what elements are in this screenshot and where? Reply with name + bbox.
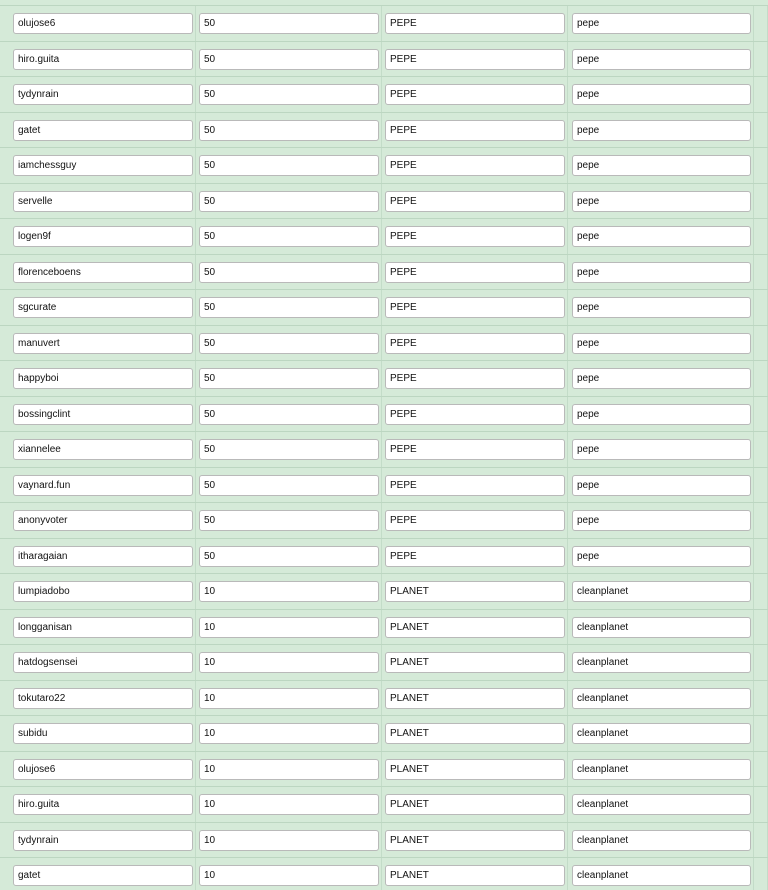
table-row [0, 502, 768, 538]
table-row [0, 431, 768, 467]
username-field[interactable]: anonyvoter [13, 510, 193, 531]
amount-field[interactable]: 50 [199, 546, 379, 567]
amount-field[interactable]: 50 [199, 333, 379, 354]
username-field[interactable]: hatdogsensei [13, 652, 193, 673]
token-field[interactable]: PEPE [385, 120, 565, 141]
memo-field[interactable]: pepe [572, 475, 751, 496]
amount-field[interactable]: 10 [199, 759, 379, 780]
token-field[interactable]: PLANET [385, 581, 565, 602]
amount-field[interactable]: 50 [199, 262, 379, 283]
token-field[interactable]: PEPE [385, 510, 565, 531]
amount-field[interactable]: 50 [199, 120, 379, 141]
amount-field[interactable]: 10 [199, 723, 379, 744]
token-field[interactable]: PLANET [385, 652, 565, 673]
username-field[interactable]: vaynard.fun [13, 475, 193, 496]
amount-field[interactable]: 10 [199, 688, 379, 709]
memo-field[interactable]: cleanplanet [572, 830, 751, 851]
username-field[interactable]: lumpiadobo [13, 581, 193, 602]
token-field[interactable]: PLANET [385, 723, 565, 744]
table-row [0, 360, 768, 396]
token-field[interactable]: PEPE [385, 333, 565, 354]
token-field[interactable]: PLANET [385, 794, 565, 815]
username-field[interactable]: xiannelee [13, 439, 193, 460]
amount-field[interactable]: 50 [199, 13, 379, 34]
memo-field[interactable]: pepe [572, 297, 751, 318]
amount-field[interactable]: 50 [199, 404, 379, 425]
memo-field[interactable]: pepe [572, 120, 751, 141]
amount-field[interactable]: 10 [199, 865, 379, 886]
memo-field[interactable]: pepe [572, 510, 751, 531]
amount-field[interactable]: 50 [199, 297, 379, 318]
memo-field[interactable]: cleanplanet [572, 794, 751, 815]
token-field[interactable]: PEPE [385, 368, 565, 389]
table-row [0, 76, 768, 112]
table-row [0, 183, 768, 219]
table-row [0, 715, 768, 751]
memo-field[interactable]: pepe [572, 333, 751, 354]
username-field[interactable]: gatet [13, 865, 193, 886]
username-field[interactable]: olujose6 [13, 759, 193, 780]
table-row [0, 467, 768, 503]
memo-field[interactable]: pepe [572, 368, 751, 389]
username-field[interactable]: gatet [13, 120, 193, 141]
amount-field[interactable]: 10 [199, 830, 379, 851]
memo-field[interactable]: pepe [572, 262, 751, 283]
table-row [0, 680, 768, 716]
username-field[interactable]: servelle [13, 191, 193, 212]
table-row [0, 41, 768, 77]
amount-field[interactable]: 50 [199, 226, 379, 247]
username-field[interactable]: subidu [13, 723, 193, 744]
token-field[interactable]: PEPE [385, 297, 565, 318]
table-row [0, 857, 768, 890]
memo-field[interactable]: pepe [572, 49, 751, 70]
amount-field[interactable]: 50 [199, 49, 379, 70]
token-field[interactable]: PLANET [385, 617, 565, 638]
token-field[interactable]: PEPE [385, 262, 565, 283]
username-field[interactable]: manuvert [13, 333, 193, 354]
table-row [0, 644, 768, 680]
amount-field[interactable]: 10 [199, 581, 379, 602]
username-field[interactable]: tokutaro22 [13, 688, 193, 709]
username-field[interactable]: logen9f [13, 226, 193, 247]
token-field[interactable]: PEPE [385, 226, 565, 247]
memo-field[interactable]: pepe [572, 13, 751, 34]
amount-field[interactable]: 50 [199, 439, 379, 460]
memo-field[interactable]: pepe [572, 226, 751, 247]
token-field[interactable]: PEPE [385, 439, 565, 460]
amount-field[interactable]: 50 [199, 475, 379, 496]
memo-field[interactable]: pepe [572, 546, 751, 567]
amount-field[interactable]: 50 [199, 191, 379, 212]
memo-field[interactable]: pepe [572, 84, 751, 105]
username-field[interactable]: hiro.guita [13, 49, 193, 70]
table-row [0, 822, 768, 858]
table-row [0, 147, 768, 183]
username-field[interactable]: tydynrain [13, 830, 193, 851]
amount-field[interactable]: 50 [199, 84, 379, 105]
memo-field[interactable]: pepe [572, 191, 751, 212]
table-row [0, 751, 768, 787]
username-field[interactable]: happyboi [13, 368, 193, 389]
token-field[interactable]: PLANET [385, 865, 565, 886]
username-field[interactable]: tydynrain [13, 84, 193, 105]
token-field[interactable]: PEPE [385, 404, 565, 425]
amount-field[interactable]: 10 [199, 794, 379, 815]
token-field[interactable]: PLANET [385, 688, 565, 709]
token-field[interactable]: PEPE [385, 475, 565, 496]
username-field[interactable]: iamchessguy [13, 155, 193, 176]
memo-field[interactable]: cleanplanet [572, 723, 751, 744]
amount-field[interactable]: 10 [199, 617, 379, 638]
table-row [0, 609, 768, 645]
table-row [0, 5, 768, 41]
token-field[interactable]: PEPE [385, 546, 565, 567]
table-row [0, 112, 768, 148]
token-field[interactable]: PLANET [385, 830, 565, 851]
username-field[interactable]: itharagaian [13, 546, 193, 567]
token-field[interactable]: PEPE [385, 84, 565, 105]
table-row [0, 786, 768, 822]
token-field[interactable]: PLANET [385, 759, 565, 780]
memo-field[interactable]: cleanplanet [572, 759, 751, 780]
username-field[interactable]: longganisan [13, 617, 193, 638]
token-field[interactable]: PEPE [385, 49, 565, 70]
amount-field[interactable]: 50 [199, 155, 379, 176]
memo-field[interactable]: cleanplanet [572, 865, 751, 886]
table-row [0, 396, 768, 432]
table-row [0, 254, 768, 290]
token-field[interactable]: PEPE [385, 155, 565, 176]
table-row [0, 325, 768, 361]
memo-field[interactable]: pepe [572, 155, 751, 176]
amount-field[interactable]: 50 [199, 510, 379, 531]
username-field[interactable]: florenceboens [13, 262, 193, 283]
amount-field[interactable]: 50 [199, 368, 379, 389]
memo-field[interactable]: cleanplanet [572, 652, 751, 673]
table-row [0, 573, 768, 609]
token-field[interactable]: PEPE [385, 191, 565, 212]
username-field[interactable]: olujose6 [13, 13, 193, 34]
memo-field[interactable]: cleanplanet [572, 581, 751, 602]
memo-field[interactable]: pepe [572, 404, 751, 425]
username-field[interactable]: bossingclint [13, 404, 193, 425]
username-field[interactable]: hiro.guita [13, 794, 193, 815]
table-row [0, 218, 768, 254]
memo-field[interactable]: cleanplanet [572, 617, 751, 638]
username-field[interactable]: sgcurate [13, 297, 193, 318]
table-row [0, 289, 768, 325]
amount-field[interactable]: 10 [199, 652, 379, 673]
memo-field[interactable]: pepe [572, 439, 751, 460]
memo-field[interactable]: cleanplanet [572, 688, 751, 709]
table-row [0, 538, 768, 574]
token-field[interactable]: PEPE [385, 13, 565, 34]
